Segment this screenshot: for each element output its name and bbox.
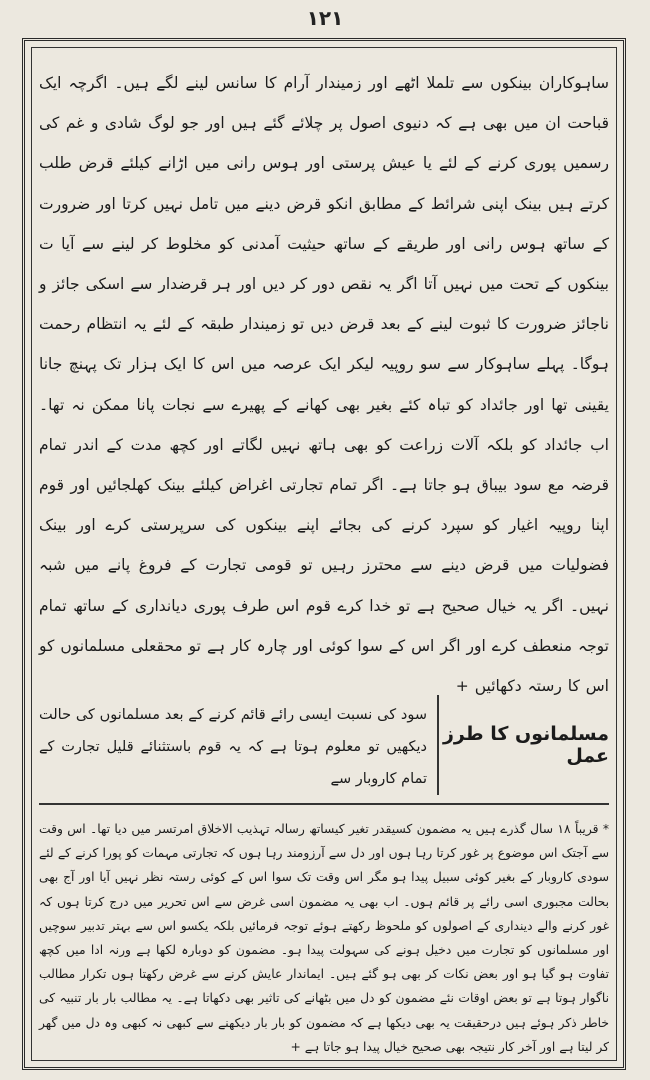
section-text: سود کی نسبت ایسی رائے قائم کرنے کے بعد مسلمانوں کی حالت دیکھیں تو معلوم ہوتا ہے کہ یہ قوم باستثنائے قلیل تجارت کے تمام کاروبار سے xyxy=(39,707,427,787)
footnote xyxy=(39,817,609,1059)
page-frame xyxy=(22,38,626,1070)
page-number: ۱۲۱ xyxy=(306,6,344,30)
footnote-paragraph: * قریباً ۱۸ سال گذرے ہیں یہ مضمون کسیقدر تغیر کیساتھ رسالہ تہذیب الاخلاق امرتسر میں دیا تھا۔ اس وقت سے آجتک اس موضوع پر غور کرتا رہا ہوں اور دل سے آرزومند رہا ہوں کہ تجارتی مہمات کو پورا کرنے کے لئے سودی کاروبار کے بغیر کوئی سبیل پیدا ہو مگر اس وقت تک سوا اس کے کوئی رستہ نظر نہیں آیا اور آج بھی بحالت مجبوری اسی رائے پر قائم ہوں۔ اب بھی یہ مضمون اسی غرض سے اس تحریر میں درج کرتا ہوں کہ غور کرنے والے دینداری کے اصولوں کو ملحوظ رکھتے ہوئے توجہ فرمائیں بلکہ یکسو اس سے بہتر تدبیر سوچیں اور مسلمانوں کو تجارت میں دخیل ہونے کی سہولت پیدا ہو۔ مضمون کو دوبارہ لکھا ہے ورنہ ادا میں کچھ تفاوت ہو گیا ہو اور بعض نکات کر بھی ہو گئے ہیں۔ ایماندار عایش کرنے سے غرض رکھتا ہوں تکرار مطالب ناگوار ہوتا ہے تو بعض اوقات نئے مضمون کو دل میں بٹھانے کی تاثیر بھی دکھاتا ہے۔ یہ مطالب بار بار تنبیہ کی خاطر ذکر ہوئے ہیں درحقیقت یہ بھی دیکھا ہے کہ مضمون کو بار بار دیکھنے سے کبھی نہ کبھی وہ دل میں گھر کر لیتا ہے اور آخر کار نتیجہ بھی صحیح خیال پیدا ہو جاتا ہے + xyxy=(39,822,609,1054)
main-body xyxy=(39,63,609,706)
footnote-divider xyxy=(39,803,609,805)
main-paragraph: ساہوکاران بینکوں سے تلملا اٹھے اور زمیندار آرام کا سانس لینے لگے ہیں۔ اگرچہ ایک قباحت ان میں بھی ہے کہ دنیوی اصول پر چلائے گئے ہیں اور جو لوگ شادی و غم کی رسمیں پوری کرنے کے لئے یا عیش پرستی اور ہوس رانی میں اڑانے کیلئے قرض طلب کرتے ہیں بینک اپنی شرائط کے مطابق انکو قرض دینے میں تامل نہیں کرتا اور ضرورت کے ساتھ ہوس رانی اور طریقے کے ساتھ حیثیت آمدنی کو مخلوط کر لینے سے آیا ت بینکوں کے تحت میں نہیں آتا اگر یہ نقص دور کر دیں اور ہر قرضدار سے اسکی جائز و ناجائز ضرورت کا ثبوت لینے کے بعد قرض دیں تو زمیندار طبقہ کے لئے یہ انتظام رحمت ہوگا۔ پہلے ساہوکار سے سو روپیہ لیکر ایک عرصہ میں اس کا ایک ہزار تک پہنچ جانا یقینی تھا اور جائداد کو تباہ کئے بغیر بھی کھانے کے پھیرے سے نجات پانا ممکن نہ تھا۔ اب جائداد کو بلکہ آلات زراعت کو بھی ہاتھ نہیں لگاتے اور کچھ مدت کے اندر تمام قرضہ مع سود بیباق ہو جاتا ہے۔ اگر تمام تجارتی اغراض کیلئے بینک کھلجائیں اور قوم اپنا روپیہ اغیار کو سپرد کرنے کی بجائے اپنے بینکوں کی سرپرستی کرے اور بینک فضولیات میں قرض دینے سے محترز رہیں تو قومی تجارت کے فروغ پانے میں شبہ نہیں۔ اگر یہ خیال صحیح ہے تو خدا کرے قوم اس طرف پوری دیانداری کے ساتھ تمام توجہ منعطف کرے اور اگر اس کے سوا کوئی اور چارہ کار ہے تو محقعلی مسلمانوں کو اس کا رستہ دکھائیں + xyxy=(39,74,609,696)
section-block xyxy=(39,695,609,795)
section-heading: مسلمانوں کا طرز عمل xyxy=(437,695,609,795)
